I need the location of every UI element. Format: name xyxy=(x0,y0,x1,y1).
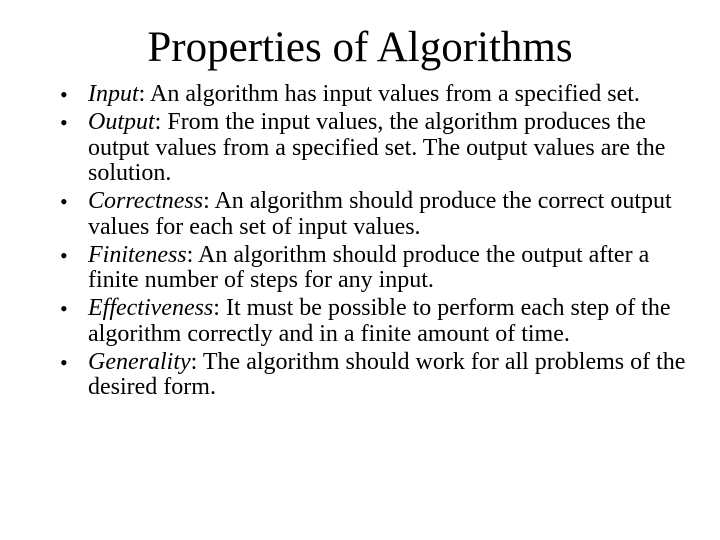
bullet-text: : From the input values, the algorithm produces the output values from a specified set. The output values are the solution. xyxy=(88,109,666,186)
bullet-term: Input xyxy=(88,81,139,107)
bullet-term: Output xyxy=(88,109,155,135)
bullet-term: Correctness xyxy=(88,188,204,214)
bullet-icon: • xyxy=(60,110,68,135)
bullet-icon: • xyxy=(60,296,68,321)
bullet-term: Finiteness xyxy=(88,241,187,268)
slide-title: Properties of Algorithms xyxy=(147,24,573,71)
bullet-item-finiteness xyxy=(58,243,688,294)
bullet-item-input xyxy=(58,82,688,108)
bullet-text: : An algorithm should produce the correct output values for each set of input values. xyxy=(88,188,672,240)
bullet-term: Generality xyxy=(88,348,191,375)
bullet-text: : An algorithm has input values from a specified set. xyxy=(138,81,640,107)
bullet-list xyxy=(58,82,688,403)
bullet-item-effectiveness xyxy=(58,296,688,347)
bullet-item-correctness xyxy=(58,189,688,240)
bullet-icon: • xyxy=(60,242,68,268)
bullet-item-generality xyxy=(58,350,688,401)
bullet-icon: • xyxy=(60,349,68,375)
bullet-text: : The algorithm should work for all problems of the desired form. xyxy=(88,348,686,400)
bullet-icon: • xyxy=(60,189,68,214)
bullet-text: : It must be possible to perform each step of the algorithm correctly and in a finite amount of time. xyxy=(88,295,671,347)
bullet-icon: • xyxy=(60,82,68,107)
bullet-text: : An algorithm should produce the output after a finite number of steps for any input. xyxy=(88,241,650,293)
bullet-item-output xyxy=(58,110,688,187)
bullet-term: Effectiveness xyxy=(88,295,214,321)
